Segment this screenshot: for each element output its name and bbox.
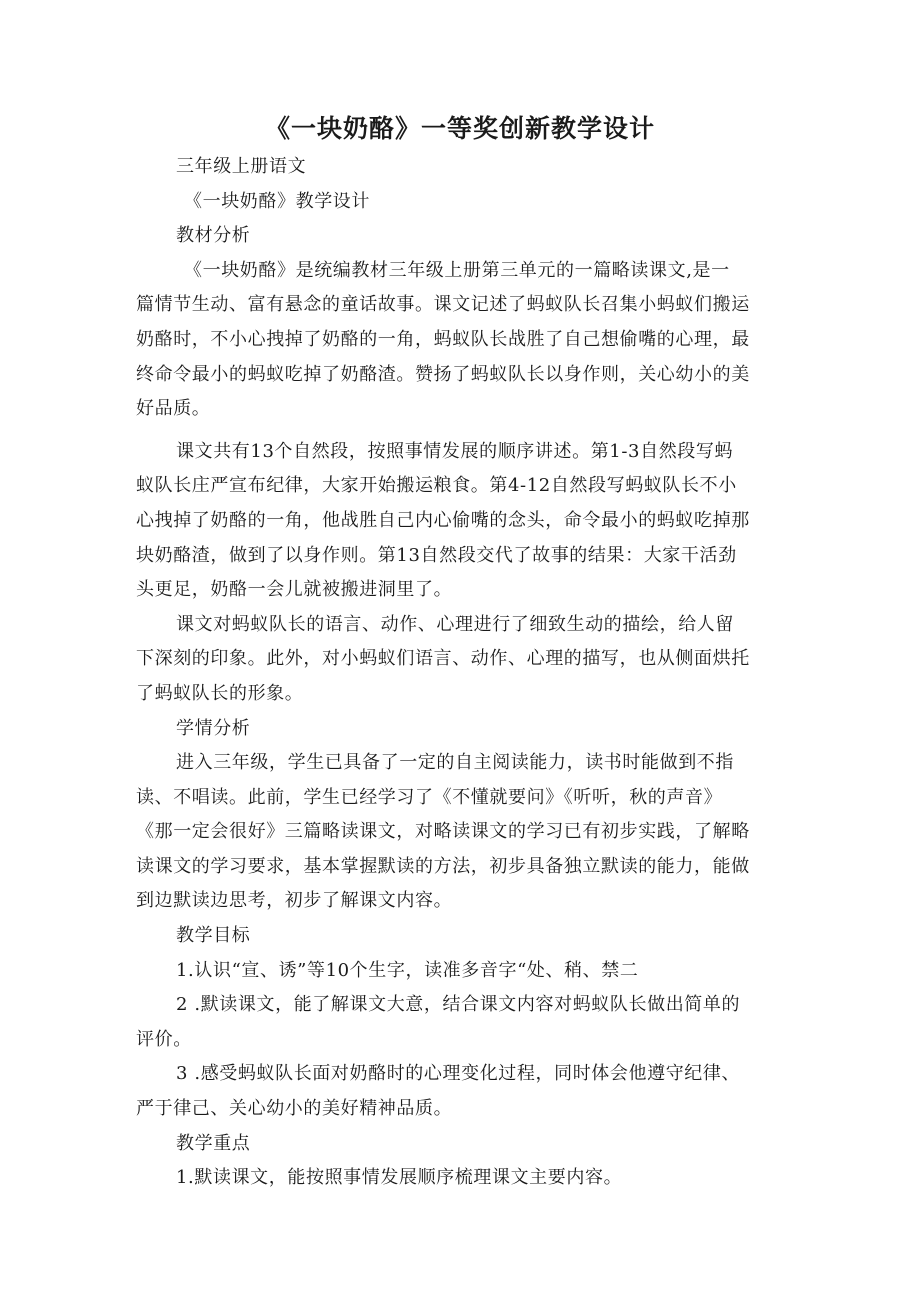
text-line: 心拽掉了奶酪的一角，他战胜自己内心偷嘴的念头，命令最小的蚂蚁吃掉那 — [136, 509, 750, 531]
text-line: 严于律己、关心幼小的美好精神品质。 — [136, 1098, 453, 1120]
text-line: 《那一定会很好》三篇略读课文，对略读课文的学习已有初步实践，了解略 — [136, 821, 750, 843]
text-line: 三年级上册语文 — [176, 156, 307, 177]
text-line: 到边默读边思考，初步了解课文内容。 — [136, 890, 453, 912]
text-line: 块奶酪渣，做到了以身作则。第13自然段交代了故事的结果：大家干活劲 — [136, 544, 737, 566]
document-title: 《一块奶酪》一等奖创新教学设计 — [264, 114, 655, 143]
text-line: 头更足，奶酪一会儿就被搬进洞里了。 — [136, 579, 453, 601]
text-line: 课文对蚂蚁队长的语言、动作、心理进行了细致生动的描绘，给人留 — [176, 613, 734, 635]
text-line: 了蚂蚁队长的形象。 — [136, 682, 304, 704]
text-line: 教学目标 — [176, 925, 251, 947]
text-line: 蚁队长庄严宣布纪律，大家开始搬运粮食。第4-12自然段写蚂蚁队长不小 — [136, 475, 737, 497]
text-line: 终命令最小的蚂蚁吃掉了奶酪渣。赞扬了蚂蚁队长以身作则，关心幼小的美 — [136, 363, 750, 385]
text-line: 评价。 — [136, 1028, 192, 1050]
text-line: 《一块奶酪》是统编教材三年级上册第三单元的一篇略读课文,是一 — [184, 259, 730, 281]
text-line: 进入三年级，学生已具备了一定的自主阅读能力，读书时能做到不指 — [176, 752, 734, 774]
text-line: 读、不唱读。此前，学生已经学习了《不懂就要问》《听听，秋的声音》 — [136, 786, 723, 808]
text-line: 好品质。 — [136, 398, 211, 420]
text-line: 课文共有13个自然段，按照事情发展的顺序讲述。第1-3自然段写蚂 — [176, 440, 734, 462]
text-line: 1.默读课文，能按照事情发展顺序梳理课文主要内容。 — [176, 1167, 623, 1189]
text-line: 读课文的学习要求，基本掌握默读的方法，初步具备独立默读的能力，能做 — [136, 855, 750, 877]
text-line: 教材分析 — [176, 225, 251, 247]
text-line: 篇情节生动、富有悬念的童话故事。课文记述了蚂蚁队长召集小蚂蚁们搬运 — [136, 294, 750, 316]
text-line: 3 .感受蚂蚁队长面对奶酪时的心理变化过程，同时体会他遵守纪律、 — [176, 1063, 741, 1085]
text-line: 学情分析 — [176, 717, 251, 739]
document-body — [136, 150, 788, 1196]
text-line: 2 .默读课文，能了解课文大意，结合课文内容对蚂蚁队长做出简单的 — [176, 994, 741, 1016]
text-line: 《一块奶酪》教学设计 — [184, 190, 370, 212]
text-line: 奶酪时，不小心拽掉了奶酪的一角，蚂蚁队长战胜了自己想偷嘴的心理，最 — [136, 328, 750, 350]
text-line: 1.认识“宣、诱”等10个生字，读准多音字“处、稍、禁二 — [176, 959, 639, 981]
text-line: 下深刻的印象。此外，对小蚂蚁们语言、动作、心理的描写，也从侧面烘托 — [136, 648, 750, 670]
text-line: 教学重点 — [176, 1132, 251, 1154]
